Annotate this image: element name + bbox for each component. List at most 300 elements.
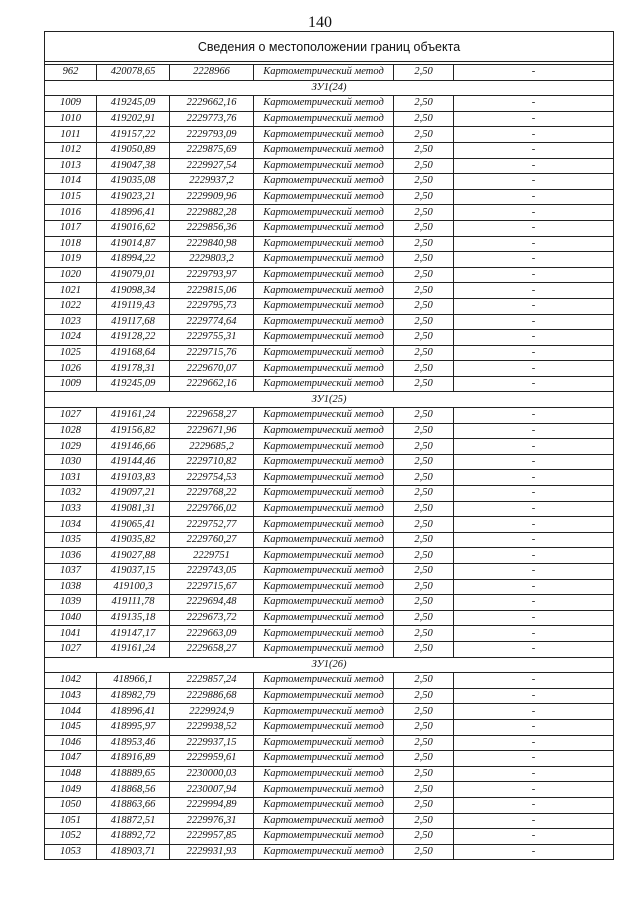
note-cell: -	[454, 283, 614, 299]
method-cell: Картометрический метод	[254, 626, 394, 642]
method-cell: Картометрический метод	[254, 470, 394, 486]
x-coordinate-cell: 419081,31	[97, 501, 170, 517]
accuracy-cell: 2,50	[394, 829, 454, 845]
point-number-cell: 1024	[45, 330, 97, 346]
accuracy-cell: 2,50	[394, 548, 454, 564]
x-coordinate-cell: 418892,72	[97, 829, 170, 845]
method-cell: Картометрический метод	[254, 532, 394, 548]
x-coordinate-cell: 419245,09	[97, 376, 170, 392]
method-cell: Картометрический метод	[254, 719, 394, 735]
x-coordinate-cell: 419157,22	[97, 127, 170, 143]
x-coordinate-cell: 419100,3	[97, 579, 170, 595]
method-cell: Картометрический метод	[254, 813, 394, 829]
y-coordinate-cell: 2229840,98	[170, 236, 254, 252]
point-number-cell: 1047	[45, 751, 97, 767]
note-cell: -	[454, 735, 614, 751]
accuracy-cell: 2,50	[394, 844, 454, 860]
point-number-cell: 1042	[45, 673, 97, 689]
accuracy-cell: 2,50	[394, 641, 454, 657]
table-row	[45, 486, 614, 502]
note-cell: -	[454, 408, 614, 424]
section-header-row	[45, 80, 614, 96]
accuracy-cell: 2,50	[394, 65, 454, 81]
table-row	[45, 813, 614, 829]
accuracy-cell: 2,50	[394, 486, 454, 502]
table-row	[45, 267, 614, 283]
note-cell: -	[454, 439, 614, 455]
y-coordinate-cell: 2229768,22	[170, 486, 254, 502]
y-coordinate-cell: 2229754,53	[170, 470, 254, 486]
y-coordinate-cell: 2229976,31	[170, 813, 254, 829]
x-coordinate-cell: 419050,89	[97, 142, 170, 158]
y-coordinate-cell: 2229937,2	[170, 174, 254, 190]
table-row	[45, 298, 614, 314]
y-coordinate-cell: 2229957,85	[170, 829, 254, 845]
method-cell: Картометрический метод	[254, 142, 394, 158]
table-row	[45, 829, 614, 845]
accuracy-cell: 2,50	[394, 96, 454, 112]
accuracy-cell: 2,50	[394, 205, 454, 221]
method-cell: Картометрический метод	[254, 548, 394, 564]
note-cell: -	[454, 486, 614, 502]
y-coordinate-cell: 2229857,24	[170, 673, 254, 689]
table-row	[45, 189, 614, 205]
point-number-cell: 1021	[45, 283, 97, 299]
x-coordinate-cell: 418872,51	[97, 813, 170, 829]
accuracy-cell: 2,50	[394, 127, 454, 143]
accuracy-cell: 2,50	[394, 797, 454, 813]
table-title: Сведения о местоположении границ объекта	[45, 32, 614, 62]
accuracy-cell: 2,50	[394, 408, 454, 424]
x-coordinate-cell: 419147,17	[97, 626, 170, 642]
table-row	[45, 782, 614, 798]
point-number-cell: 1035	[45, 532, 97, 548]
note-cell: -	[454, 252, 614, 268]
point-number-cell: 1032	[45, 486, 97, 502]
note-cell: -	[454, 704, 614, 720]
note-cell: -	[454, 142, 614, 158]
note-cell: -	[454, 532, 614, 548]
note-cell: -	[454, 220, 614, 236]
accuracy-cell: 2,50	[394, 423, 454, 439]
accuracy-cell: 2,50	[394, 470, 454, 486]
note-cell: -	[454, 673, 614, 689]
point-number-cell: 1017	[45, 220, 97, 236]
table-row	[45, 142, 614, 158]
note-cell: -	[454, 111, 614, 127]
table-row	[45, 376, 614, 392]
point-number-cell: 1036	[45, 548, 97, 564]
method-cell: Картометрический метод	[254, 829, 394, 845]
y-coordinate-cell: 2229670,07	[170, 361, 254, 377]
x-coordinate-cell: 419047,38	[97, 158, 170, 174]
y-coordinate-cell: 2229994,89	[170, 797, 254, 813]
point-number-cell: 1031	[45, 470, 97, 486]
accuracy-cell: 2,50	[394, 766, 454, 782]
note-cell: -	[454, 579, 614, 595]
note-cell: -	[454, 423, 614, 439]
accuracy-cell: 2,50	[394, 813, 454, 829]
accuracy-cell: 2,50	[394, 610, 454, 626]
x-coordinate-cell: 419202,91	[97, 111, 170, 127]
x-coordinate-cell: 418903,71	[97, 844, 170, 860]
y-coordinate-cell: 2229959,61	[170, 751, 254, 767]
table-row	[45, 96, 614, 112]
method-cell: Картометрический метод	[254, 517, 394, 533]
y-coordinate-cell: 2229875,69	[170, 142, 254, 158]
table-row	[45, 423, 614, 439]
accuracy-cell: 2,50	[394, 579, 454, 595]
table-row	[45, 408, 614, 424]
method-cell: Картометрический метод	[254, 330, 394, 346]
method-cell: Картометрический метод	[254, 220, 394, 236]
table-row	[45, 205, 614, 221]
x-coordinate-cell: 418982,79	[97, 688, 170, 704]
note-cell: -	[454, 829, 614, 845]
point-number-cell: 1014	[45, 174, 97, 190]
note-cell: -	[454, 267, 614, 283]
table-row	[45, 548, 614, 564]
y-coordinate-cell: 2229815,06	[170, 283, 254, 299]
note-cell: -	[454, 797, 614, 813]
note-cell: -	[454, 470, 614, 486]
method-cell: Картометрический метод	[254, 766, 394, 782]
table-row	[45, 844, 614, 860]
y-coordinate-cell: 2229710,82	[170, 454, 254, 470]
y-coordinate-cell: 2229673,72	[170, 610, 254, 626]
method-cell: Картометрический метод	[254, 298, 394, 314]
y-coordinate-cell: 2229658,27	[170, 408, 254, 424]
accuracy-cell: 2,50	[394, 439, 454, 455]
y-coordinate-cell: 2229663,09	[170, 626, 254, 642]
accuracy-cell: 2,50	[394, 532, 454, 548]
accuracy-cell: 2,50	[394, 719, 454, 735]
section-header-row	[45, 657, 614, 673]
accuracy-cell: 2,50	[394, 735, 454, 751]
point-number-cell: 1039	[45, 595, 97, 611]
point-number-cell: 1018	[45, 236, 97, 252]
accuracy-cell: 2,50	[394, 517, 454, 533]
x-coordinate-cell: 419156,82	[97, 423, 170, 439]
point-number-cell: 1028	[45, 423, 97, 439]
accuracy-cell: 2,50	[394, 454, 454, 470]
y-coordinate-cell: 2229671,96	[170, 423, 254, 439]
y-coordinate-cell: 2229774,64	[170, 314, 254, 330]
table-row	[45, 704, 614, 720]
y-coordinate-cell: 2229856,36	[170, 220, 254, 236]
point-number-cell: 1048	[45, 766, 97, 782]
x-coordinate-cell: 419014,87	[97, 236, 170, 252]
point-number-cell: 1022	[45, 298, 97, 314]
x-coordinate-cell: 419079,01	[97, 267, 170, 283]
table-row	[45, 174, 614, 190]
method-cell: Картометрический метод	[254, 439, 394, 455]
x-coordinate-cell: 418889,65	[97, 766, 170, 782]
x-coordinate-cell: 419144,46	[97, 454, 170, 470]
method-cell: Картометрический метод	[254, 486, 394, 502]
point-number-cell: 1030	[45, 454, 97, 470]
table-row	[45, 501, 614, 517]
accuracy-cell: 2,50	[394, 751, 454, 767]
accuracy-cell: 2,50	[394, 330, 454, 346]
method-cell: Картометрический метод	[254, 501, 394, 517]
method-cell: Картометрический метод	[254, 564, 394, 580]
y-coordinate-cell: 2229793,97	[170, 267, 254, 283]
point-number-cell: 1044	[45, 704, 97, 720]
table-row	[45, 283, 614, 299]
table-row	[45, 688, 614, 704]
table-row	[45, 719, 614, 735]
y-coordinate-cell: 2229803,2	[170, 252, 254, 268]
method-cell: Картометрический метод	[254, 688, 394, 704]
method-cell: Картометрический метод	[254, 610, 394, 626]
method-cell: Картометрический метод	[254, 236, 394, 252]
section-header-row	[45, 392, 614, 408]
point-number-cell: 1020	[45, 267, 97, 283]
y-coordinate-cell: 2229715,76	[170, 345, 254, 361]
method-cell: Картометрический метод	[254, 844, 394, 860]
table-title-row	[45, 32, 614, 62]
accuracy-cell: 2,50	[394, 236, 454, 252]
point-number-cell: 1045	[45, 719, 97, 735]
accuracy-cell: 2,50	[394, 673, 454, 689]
note-cell: -	[454, 719, 614, 735]
point-number-cell: 1041	[45, 626, 97, 642]
point-number-cell: 1012	[45, 142, 97, 158]
point-number-cell: 962	[45, 65, 97, 81]
point-number-cell: 1016	[45, 205, 97, 221]
y-coordinate-cell: 2229909,96	[170, 189, 254, 205]
table-row	[45, 330, 614, 346]
note-cell: -	[454, 376, 614, 392]
table-row	[45, 532, 614, 548]
table-row	[45, 735, 614, 751]
y-coordinate-cell: 2229795,73	[170, 298, 254, 314]
method-cell: Картометрический метод	[254, 205, 394, 221]
point-number-cell: 1026	[45, 361, 97, 377]
method-cell: Картометрический метод	[254, 111, 394, 127]
accuracy-cell: 2,50	[394, 501, 454, 517]
note-cell: -	[454, 844, 614, 860]
point-number-cell: 1049	[45, 782, 97, 798]
table-row	[45, 252, 614, 268]
x-coordinate-cell: 419168,64	[97, 345, 170, 361]
point-number-cell: 1037	[45, 564, 97, 580]
note-cell: -	[454, 610, 614, 626]
y-coordinate-cell: 2229931,93	[170, 844, 254, 860]
y-coordinate-cell: 2229715,67	[170, 579, 254, 595]
x-coordinate-cell: 419098,34	[97, 283, 170, 299]
note-cell: -	[454, 189, 614, 205]
point-number-cell: 1009	[45, 376, 97, 392]
note-cell: -	[454, 205, 614, 221]
method-cell: Картометрический метод	[254, 797, 394, 813]
x-coordinate-cell: 419146,66	[97, 439, 170, 455]
table-row	[45, 65, 614, 81]
table-row	[45, 345, 614, 361]
note-cell: -	[454, 751, 614, 767]
point-number-cell: 1019	[45, 252, 97, 268]
note-cell: -	[454, 548, 614, 564]
note-cell: -	[454, 174, 614, 190]
table-row	[45, 564, 614, 580]
x-coordinate-cell: 418863,66	[97, 797, 170, 813]
method-cell: Картометрический метод	[254, 267, 394, 283]
y-coordinate-cell: 2229760,27	[170, 532, 254, 548]
method-cell: Картометрический метод	[254, 751, 394, 767]
method-cell: Картометрический метод	[254, 189, 394, 205]
accuracy-cell: 2,50	[394, 142, 454, 158]
method-cell: Картометрический метод	[254, 735, 394, 751]
point-number-cell: 1023	[45, 314, 97, 330]
method-cell: Картометрический метод	[254, 454, 394, 470]
x-coordinate-cell: 419023,21	[97, 189, 170, 205]
table-row	[45, 595, 614, 611]
x-coordinate-cell: 419103,83	[97, 470, 170, 486]
point-number-cell: 1052	[45, 829, 97, 845]
x-coordinate-cell: 419117,68	[97, 314, 170, 330]
method-cell: Картометрический метод	[254, 283, 394, 299]
accuracy-cell: 2,50	[394, 564, 454, 580]
x-coordinate-cell: 418868,56	[97, 782, 170, 798]
x-coordinate-cell: 418994,22	[97, 252, 170, 268]
method-cell: Картометрический метод	[254, 704, 394, 720]
point-number-cell: 1029	[45, 439, 97, 455]
table-row	[45, 751, 614, 767]
y-coordinate-cell: 2228966	[170, 65, 254, 81]
y-coordinate-cell: 2229886,68	[170, 688, 254, 704]
point-number-cell: 1046	[45, 735, 97, 751]
point-number-cell: 1027	[45, 641, 97, 657]
x-coordinate-cell: 419178,31	[97, 361, 170, 377]
x-coordinate-cell: 419027,88	[97, 548, 170, 564]
x-coordinate-cell: 419097,21	[97, 486, 170, 502]
y-coordinate-cell: 2229766,02	[170, 501, 254, 517]
point-number-cell: 1038	[45, 579, 97, 595]
accuracy-cell: 2,50	[394, 376, 454, 392]
y-coordinate-cell: 2230007,94	[170, 782, 254, 798]
point-number-cell: 1043	[45, 688, 97, 704]
y-coordinate-cell: 2229793,09	[170, 127, 254, 143]
x-coordinate-cell: 419111,78	[97, 595, 170, 611]
method-cell: Картометрический метод	[254, 314, 394, 330]
table-row	[45, 673, 614, 689]
y-coordinate-cell: 2229751	[170, 548, 254, 564]
note-cell: -	[454, 158, 614, 174]
note-cell: -	[454, 641, 614, 657]
accuracy-cell: 2,50	[394, 252, 454, 268]
accuracy-cell: 2,50	[394, 345, 454, 361]
point-number-cell: 1040	[45, 610, 97, 626]
x-coordinate-cell: 419128,22	[97, 330, 170, 346]
table-row	[45, 111, 614, 127]
y-coordinate-cell: 2229662,16	[170, 376, 254, 392]
y-coordinate-cell: 2229927,54	[170, 158, 254, 174]
point-number-cell: 1053	[45, 844, 97, 860]
note-cell: -	[454, 65, 614, 81]
x-coordinate-cell: 418966,1	[97, 673, 170, 689]
method-cell: Картометрический метод	[254, 782, 394, 798]
point-number-cell: 1011	[45, 127, 97, 143]
accuracy-cell: 2,50	[394, 688, 454, 704]
accuracy-cell: 2,50	[394, 283, 454, 299]
point-number-cell: 1051	[45, 813, 97, 829]
y-coordinate-cell: 2229924,9	[170, 704, 254, 720]
y-coordinate-cell: 2229938,52	[170, 719, 254, 735]
note-cell: -	[454, 127, 614, 143]
note-cell: -	[454, 766, 614, 782]
note-cell: -	[454, 96, 614, 112]
method-cell: Картометрический метод	[254, 376, 394, 392]
accuracy-cell: 2,50	[394, 267, 454, 283]
table-row	[45, 641, 614, 657]
x-coordinate-cell: 419037,15	[97, 564, 170, 580]
page-number: 140	[308, 14, 332, 31]
y-coordinate-cell: 2229773,76	[170, 111, 254, 127]
note-cell: -	[454, 501, 614, 517]
method-cell: Картометрический метод	[254, 158, 394, 174]
note-cell: -	[454, 688, 614, 704]
note-cell: -	[454, 236, 614, 252]
method-cell: Картометрический метод	[254, 252, 394, 268]
point-number-cell: 1033	[45, 501, 97, 517]
note-cell: -	[454, 595, 614, 611]
point-number-cell: 1015	[45, 189, 97, 205]
method-cell: Картометрический метод	[254, 595, 394, 611]
accuracy-cell: 2,50	[394, 189, 454, 205]
accuracy-cell: 2,50	[394, 220, 454, 236]
point-number-cell: 1009	[45, 96, 97, 112]
table-row	[45, 470, 614, 486]
accuracy-cell: 2,50	[394, 111, 454, 127]
note-cell: -	[454, 564, 614, 580]
x-coordinate-cell: 419161,24	[97, 641, 170, 657]
y-coordinate-cell: 2229937,15	[170, 735, 254, 751]
table-row	[45, 439, 614, 455]
method-cell: Картометрический метод	[254, 408, 394, 424]
accuracy-cell: 2,50	[394, 595, 454, 611]
note-cell: -	[454, 298, 614, 314]
x-coordinate-cell: 419245,09	[97, 96, 170, 112]
accuracy-cell: 2,50	[394, 782, 454, 798]
point-number-cell: 1034	[45, 517, 97, 533]
y-coordinate-cell: 2229882,28	[170, 205, 254, 221]
section-label: ЗУ1(25)	[45, 392, 614, 408]
note-cell: -	[454, 813, 614, 829]
x-coordinate-cell: 418916,89	[97, 751, 170, 767]
method-cell: Картометрический метод	[254, 423, 394, 439]
y-coordinate-cell: 2229743,05	[170, 564, 254, 580]
note-cell: -	[454, 626, 614, 642]
y-coordinate-cell: 2229694,48	[170, 595, 254, 611]
point-number-cell: 1013	[45, 158, 97, 174]
table-row	[45, 314, 614, 330]
y-coordinate-cell: 2230000,03	[170, 766, 254, 782]
method-cell: Картометрический метод	[254, 65, 394, 81]
method-cell: Картометрический метод	[254, 673, 394, 689]
x-coordinate-cell: 419035,08	[97, 174, 170, 190]
method-cell: Картометрический метод	[254, 96, 394, 112]
method-cell: Картометрический метод	[254, 641, 394, 657]
method-cell: Картометрический метод	[254, 579, 394, 595]
x-coordinate-cell: 418953,46	[97, 735, 170, 751]
point-number-cell: 1027	[45, 408, 97, 424]
method-cell: Картометрический метод	[254, 361, 394, 377]
note-cell: -	[454, 330, 614, 346]
x-coordinate-cell: 419161,24	[97, 408, 170, 424]
table-row	[45, 797, 614, 813]
point-number-cell: 1025	[45, 345, 97, 361]
